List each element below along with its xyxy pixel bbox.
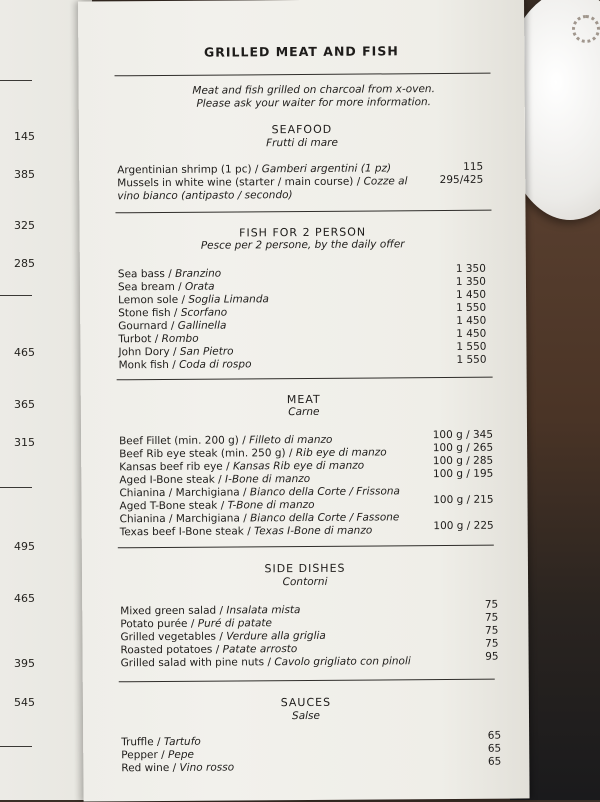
section-divider xyxy=(119,679,495,683)
section-subtitle-side-dishes: Contorni xyxy=(282,575,328,589)
menu-item: Beef Fillet (min. 200 g) / Filleto di manzo xyxy=(119,433,333,448)
menu-item-price: 1 350 xyxy=(455,275,487,288)
menu-item-price: 1 450 xyxy=(456,327,487,340)
menu-item: Kansas beef rib eye / Kansas Rib eye di manzo xyxy=(119,459,365,474)
left-page-price: 465 xyxy=(14,346,35,359)
section-divider xyxy=(118,545,494,549)
left-page-rule xyxy=(0,487,32,488)
menu-item: John Dory / San Pietro xyxy=(118,345,234,359)
intro-line: Please ask your waiter for more information. xyxy=(196,96,432,110)
menu-item: Aged I-Bone steak / I-Bone di manzo xyxy=(119,472,311,487)
menu-item-price: 75 xyxy=(485,637,499,650)
menu-item: Grilled vegetables / Verdure alla griglia xyxy=(120,629,326,644)
menu-item: Red wine / Vino rosso xyxy=(121,761,235,775)
menu-item-price: 100 g / 285 xyxy=(432,454,494,468)
menu-item-price: 65 xyxy=(487,742,502,755)
section-subtitle-meat: Carne xyxy=(288,405,320,419)
menu-item-price: 65 xyxy=(487,729,502,742)
menu-item: Argentinian shrimp (1 pc) / Gamberi argentini (1 pz) xyxy=(117,162,392,177)
menu-item-price: 100 g / 345 xyxy=(432,428,494,442)
menu-item-price: 1 450 xyxy=(456,314,487,327)
section-divider xyxy=(115,210,491,214)
left-page-rule xyxy=(0,746,32,747)
left-page-rule xyxy=(0,80,32,81)
section-title-sauces: SAUCES xyxy=(280,695,332,710)
intro-line: Meat and fish grilled on charcoal from x-oven. xyxy=(192,83,435,97)
menu-item-price: 75 xyxy=(484,598,499,611)
menu-item-price: 1 550 xyxy=(456,340,487,353)
plate-rim xyxy=(572,15,600,43)
menu-item: Stone fish / Scorfano xyxy=(118,306,228,320)
menu-item: Texas beef I-Bone steak / Texas I-Bone di manzo xyxy=(119,524,373,539)
section-divider xyxy=(115,73,491,77)
section-subtitle-sauces: Salse xyxy=(291,709,321,723)
menu-item: Sea bream / Orata xyxy=(117,280,215,294)
menu-item-price: 115 xyxy=(463,160,484,173)
menu-item: Lemon sole / Soglia Limanda xyxy=(118,293,269,307)
menu-item: Turbot / Rombo xyxy=(118,332,199,346)
menu-item-price: 75 xyxy=(484,624,499,637)
section-title-fish: FISH FOR 2 PERSON xyxy=(239,225,367,240)
menu-item: Potato purée / Puré di patate xyxy=(120,617,273,631)
menu-item-price: 1 550 xyxy=(456,301,487,314)
left-page-price: 395 xyxy=(14,657,35,670)
menu-item-price: 295/425 xyxy=(439,173,484,187)
menu-item: Beef Rib eye steak (min. 250 g) / Rib eye di manzo xyxy=(119,446,387,461)
menu-item: Sea bass / Branzino xyxy=(117,267,222,281)
menu-item-price: 100 g / 225 xyxy=(433,519,494,533)
menu-item-continued: Chianina / Marchigiana / Bianco della Corte / Fassone xyxy=(119,511,400,526)
section-title-seafood: SEAFOOD xyxy=(271,122,333,137)
menu-item-price: 75 xyxy=(484,611,499,624)
menu-page xyxy=(78,0,530,802)
menu-item-price: 1 450 xyxy=(455,288,487,301)
section-title-meat: MEAT xyxy=(286,392,321,407)
left-page-price: 285 xyxy=(14,257,35,270)
section-title-side-dishes: SIDE DISHES xyxy=(264,561,346,576)
menu-item-price: 65 xyxy=(487,755,502,768)
menu-intro xyxy=(169,83,459,111)
menu-item-price: 95 xyxy=(485,650,499,663)
menu-item: Aged T-Bone steak / T-Bone di manzo xyxy=(119,498,315,513)
menu-item: Mussels in white wine (starter / main course) / Cozze al xyxy=(117,175,408,190)
menu-item-price: 100 g / 195 xyxy=(432,467,494,481)
menu-item: Grilled salad with pine nuts / Cavolo grigliato con pinoli xyxy=(120,655,411,670)
menu-item-price: 100 g / 215 xyxy=(433,493,494,507)
section-divider xyxy=(117,377,493,381)
left-page-price: 315 xyxy=(14,436,35,449)
left-page-price: 465 xyxy=(14,592,35,605)
menu-item-continued: Chianina / Marchigiana / Bianco della Corte / Frissona xyxy=(119,485,401,500)
menu-item: Truffle / Tartufo xyxy=(121,735,201,749)
menu-item: Mixed green salad / Insalata mista xyxy=(120,604,301,618)
left-page-price: 385 xyxy=(14,168,35,181)
section-subtitle-fish: Pesce per 2 persone, by the daily offer xyxy=(200,238,405,252)
left-page-rule xyxy=(0,295,32,296)
menu-item-price: 1 550 xyxy=(456,353,487,366)
menu-item: Roasted potatoes / Patate arrosto xyxy=(120,643,298,657)
menu-item: Gournard / Gallinella xyxy=(118,319,227,333)
left-page-price: 365 xyxy=(14,398,35,411)
left-page-price: 325 xyxy=(14,219,35,232)
menu-item-continued: vino bianco (antipasto / secondo) xyxy=(117,189,293,203)
left-page-price: 145 xyxy=(14,130,35,143)
left-page-price: 545 xyxy=(14,696,35,709)
menu-title: GRILLED MEAT AND FISH xyxy=(203,43,399,60)
left-page-price: 495 xyxy=(14,540,35,553)
menu-item-price: 100 g / 265 xyxy=(432,441,494,455)
section-subtitle-seafood: Frutti di mare xyxy=(266,136,338,150)
menu-item: Pepper / Pepe xyxy=(121,748,194,762)
menu-item: Monk fish / Coda di rospo xyxy=(118,358,252,372)
menu-item-price: 1 350 xyxy=(455,262,486,275)
